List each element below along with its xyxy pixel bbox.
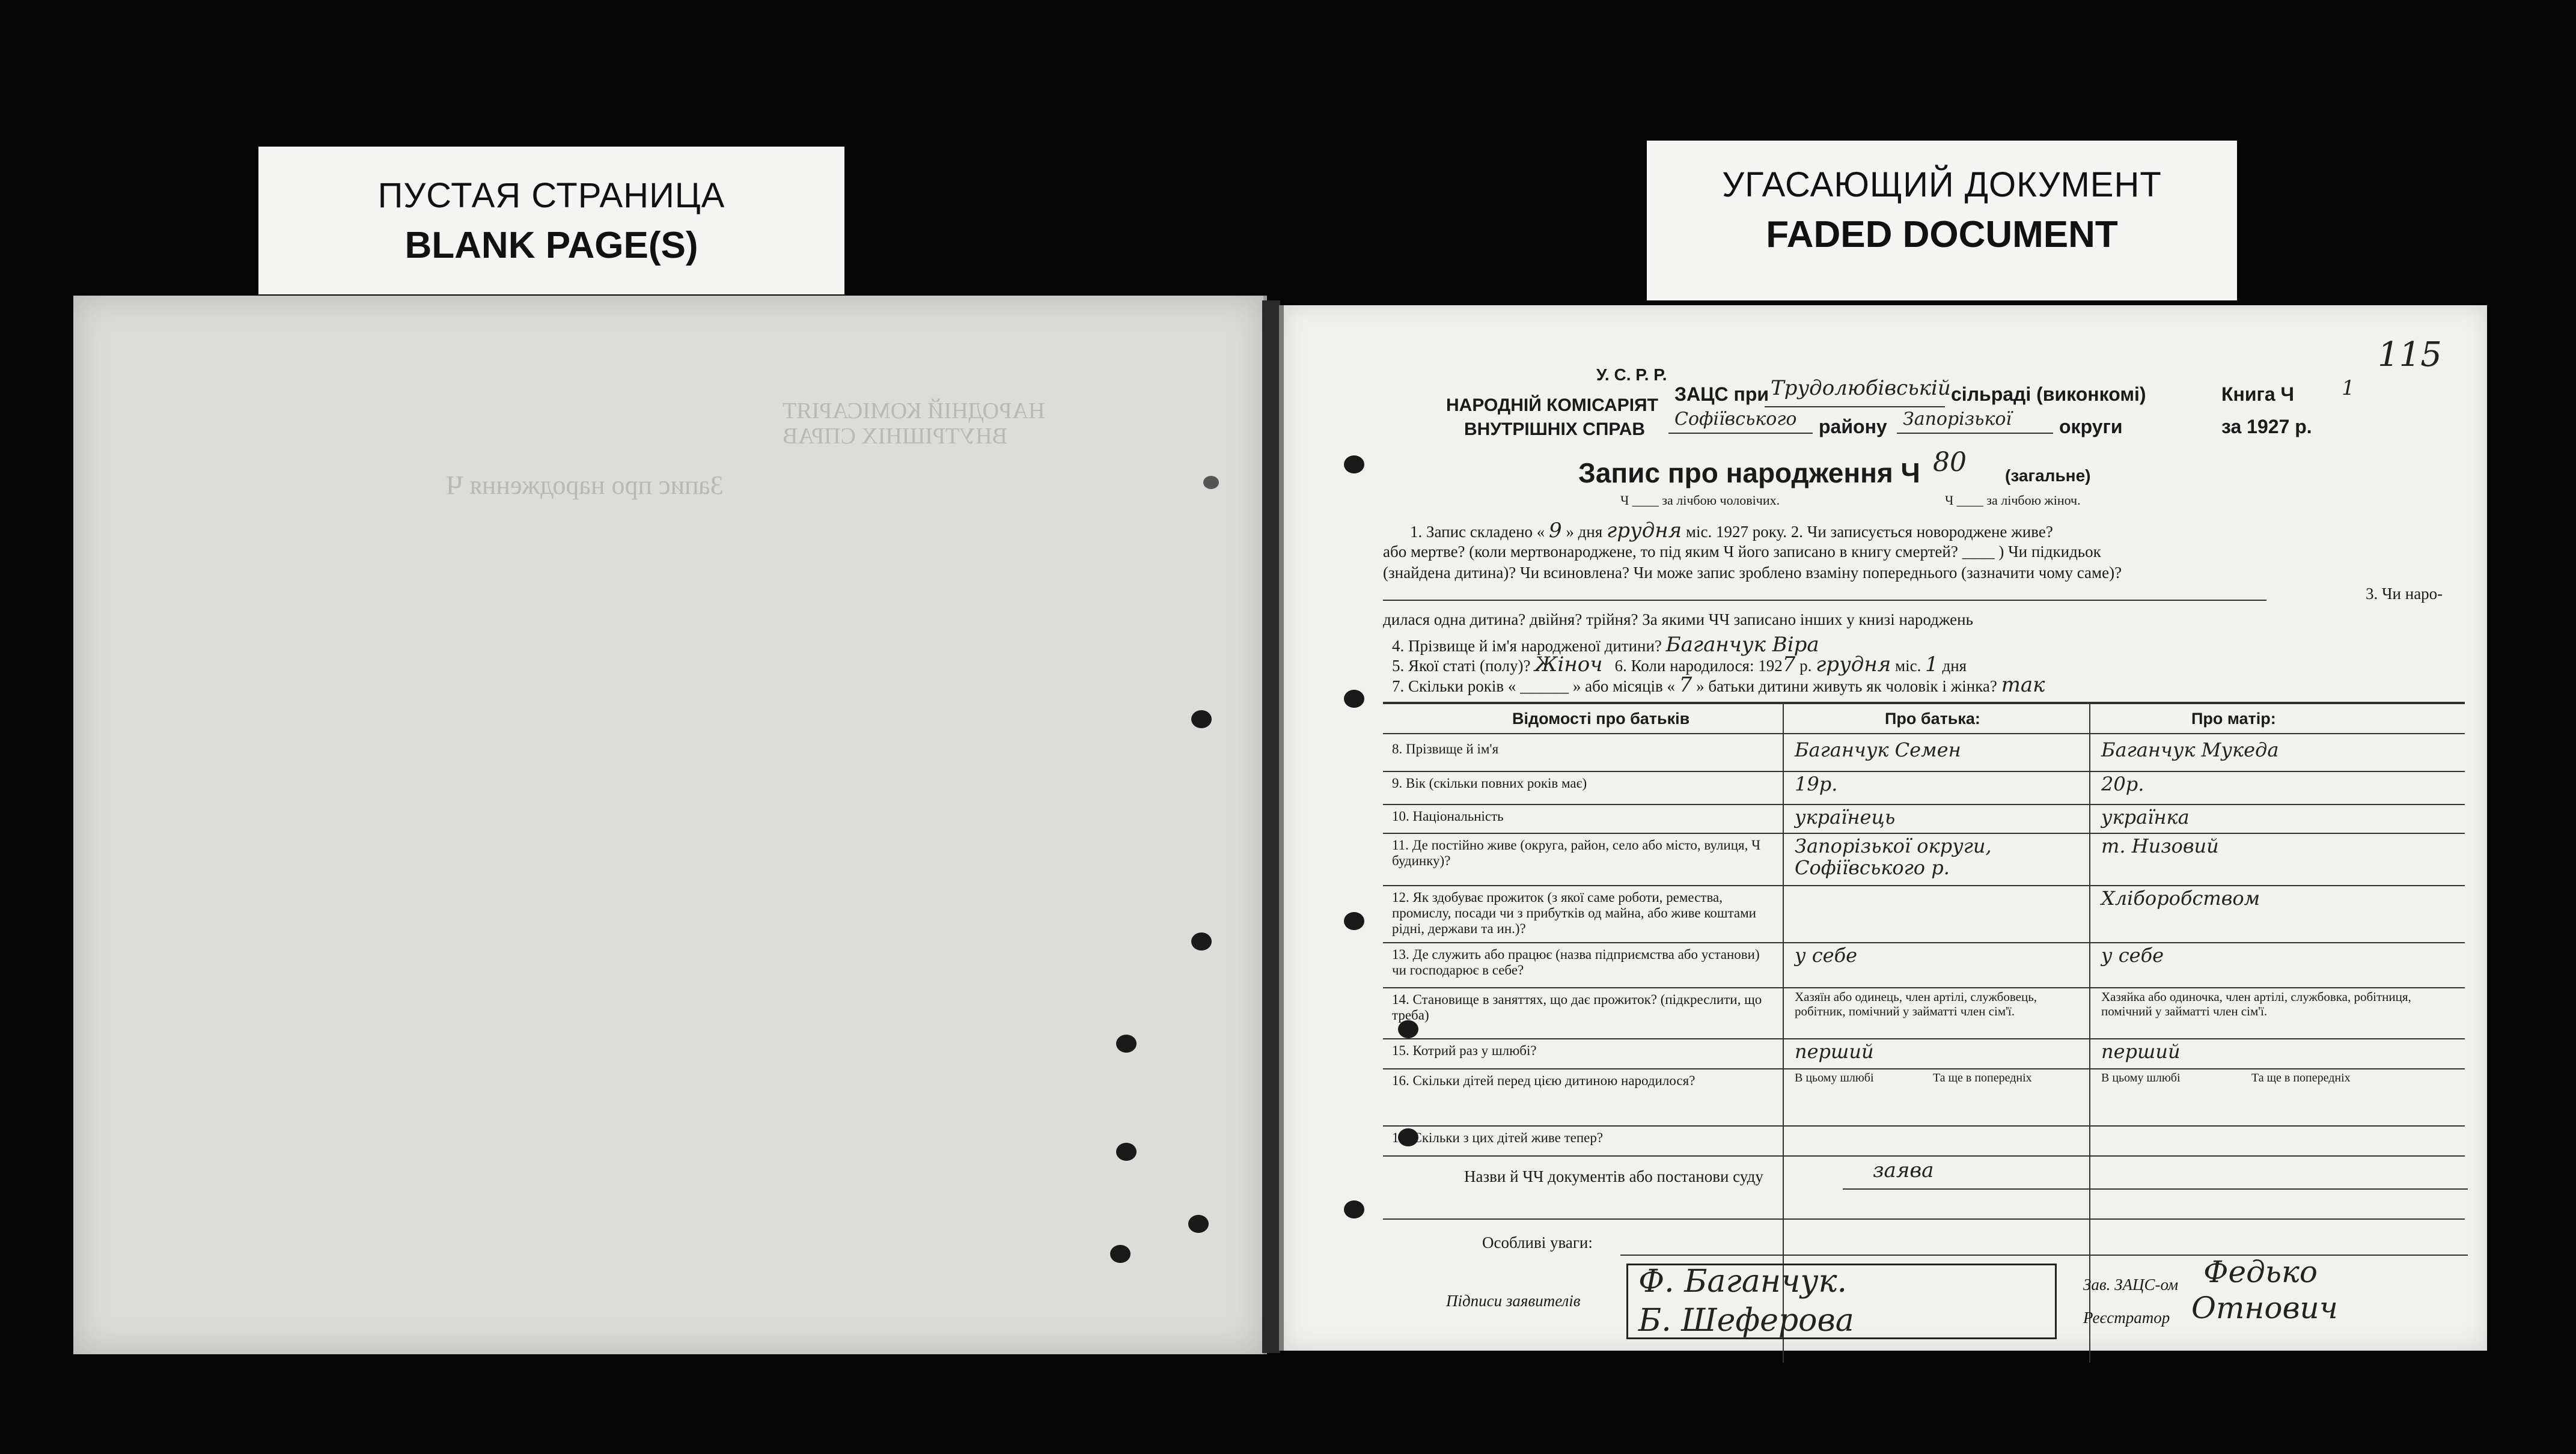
- table-subheader: Та ще в попередніх: [2251, 1071, 2351, 1084]
- punch-hole: [1191, 932, 1212, 951]
- zags-post: сільраді (виконкомі): [1951, 383, 2146, 405]
- table-row-mother: Хліборобством: [2101, 887, 2260, 910]
- signature-1: Ф. Баганчук.: [1638, 1264, 1848, 1300]
- table-row-father: Запорізької округи, Софіївського р.: [1795, 835, 1992, 879]
- female-count: Ч ____ за лічбою жіноч.: [1945, 493, 2081, 508]
- table-row-question: 8. Прізвище й ім'я: [1392, 741, 1499, 756]
- p8b: » або місяців «: [1572, 677, 1676, 695]
- table-subheader: В цьому шлюбі: [2101, 1071, 2181, 1084]
- punch-hole: [1188, 1215, 1209, 1233]
- village-name: Трудолюбівській: [1771, 376, 1951, 400]
- punch-hole: [1203, 476, 1219, 489]
- blank-page-en: BLANK PAGE(S): [404, 225, 698, 266]
- table-row-mother: українка: [2101, 806, 2190, 829]
- p7d: міс.: [1895, 657, 1921, 675]
- punch-hole: [1344, 455, 1364, 473]
- docs-value: заява: [1873, 1158, 1934, 1182]
- page-number: 115: [2378, 335, 2442, 374]
- ussr-label: У. С. Р. Р.: [1596, 365, 1667, 384]
- ghost-header-2: ВНУТРІШНІХ СПРАВ: [783, 424, 1007, 449]
- p8c: » батьки дитини живуть як чоловік і жінка?: [1696, 677, 1997, 695]
- child-name: Баганчук Віра: [1665, 633, 1819, 657]
- p6: 4. Прізвище й ім'я народженої дитини?: [1392, 637, 1662, 655]
- district-label: району: [1819, 416, 1887, 437]
- table-head-info: Відомості про батьків: [1512, 710, 1690, 728]
- table-row-question: 9. Вік (скільки повних років має): [1392, 776, 1587, 791]
- internal-affairs-label: ВНУТРІШНІХ СПРАВ: [1464, 419, 1646, 439]
- blank-page-ru: ПУСТАЯ СТРАНИЦА: [377, 176, 725, 215]
- table-row-mother: 20р.: [2101, 773, 2144, 795]
- p1-mid: » дня: [1566, 523, 1603, 541]
- table-row-question: 10. Національність: [1392, 809, 1504, 824]
- punch-hole: [1344, 912, 1364, 930]
- punch-hole: [1344, 690, 1364, 708]
- table-row-question: 17. Скільки з цих дітей живе тепер?: [1392, 1130, 1604, 1145]
- table-subheader: В цьому шлюбі: [1795, 1071, 1874, 1084]
- p4: 3. Чи наро-: [2366, 585, 2443, 603]
- table-head-father: Про батька:: [1885, 710, 1980, 728]
- registrar-signature: Отнович: [2191, 1291, 2338, 1325]
- blank-page-card: [258, 147, 844, 294]
- table-row-question: 12. Як здобуває прожиток (з якої саме роботи, ремества, промислу, посади чи з прибутків од майна, або живе коштами рідні, держави та ин.)?: [1392, 890, 1756, 936]
- p7c: р.: [1799, 657, 1812, 675]
- book-number: 1: [2342, 376, 2355, 400]
- p8: 7. Скільки років «: [1392, 677, 1516, 695]
- book-label: Книга Ч: [2221, 383, 2295, 405]
- table-row-question: 11. Де постійно живе (округа, район, село або місто, вулиця, Ч будинку)?: [1392, 838, 1761, 868]
- table-row-father: перший: [1795, 1040, 1874, 1063]
- p1-rest: міс. 1927 року. 2. Чи записується новороджене живе?: [1685, 523, 2053, 541]
- table-row-question: 16. Скільки дітей перед цією дитиною народилося?: [1392, 1073, 1695, 1088]
- faded-document-ru: УГАСАЮЩИЙ ДОКУМЕНТ: [1722, 165, 2162, 204]
- table-row-father: у себе: [1795, 944, 1858, 967]
- punch-hole: [1116, 1143, 1137, 1161]
- zags-pre: ЗАЦС при: [1674, 383, 1769, 405]
- p1-month: грудня: [1607, 519, 1682, 543]
- p1-day: 9: [1549, 519, 1562, 543]
- p3: (знайдена дитина)? Чи всиновлена? Чи може запис зроблено взаміну попереднього (зазначити чому саме)?: [1383, 564, 2122, 582]
- table-row-question: 14. Становище в заняттях, що дає прожиток? (підкреслити, що треба): [1392, 992, 1762, 1023]
- okruga-label: округи: [2059, 416, 2123, 437]
- table-row-mother: т. Низовий: [2101, 835, 2219, 857]
- birth-day: 1: [1925, 652, 1938, 677]
- birth-record-page: 115 У. С. Р. Р. НАРОДНІЙ КОМІСАРІЯТ ВНУТРІШНІХ СПРАВ ЗАЦС при Трудолюбівській сільраді (виконкомі) Книга Ч 1 Софіївського району Запорізької округи за 1927 р. Запис про народження Ч 80 (загальне) Ч ____ за лічбою чоловічих. Ч ____ за лічбою жіноч. 1. Запис складено « 9 » дня грудня міс. 1927 року. 2. Чи записується новороджене живе? або мертве? (коли мертвонароджене, то під яким Ч його записано в книгу смертей? ____ ) Чи підкидьок (знайдена дитина)? Чи всиновлена? Чи може запис зроблено взаміну попереднього (зазначити чому саме)? 3. Чи наро- дилася одна дитина? двійня? трійня? За якими ЧЧ записано інших у книзі народжень 4. Прізвище й ім'я народженої дитини? Баганчук Віра 5. Якої статі (полу)? Жіноч 6. Коли народилося: 1927 р. грудня міс. 1 дня 7. Скільки років « ______ » або місяців « 7 » батьки дитини живуть як чоловік і жінка? так Відомості про батьків Про батька: Про матір: 8. Прізвище й ім'я Баганчук Семен Баганчук Мукеда 9. Вік (скільки повних років має) 19р. 20р. 10. Національність українець українка 11. Де постійно живе (округа, район, село або місто, вулиця, Ч будинку)? Запорізької округи, Софіївського р. т. Низовий 12. Як здобуває прожиток (з якої саме роботи, ремества, промислу, посади чи з прибутків од майна, або живе коштами рідні, держави та ин.)? Хліборобством 13. Де служить або працює (назва підприємства або установи) чи господарює в себе? у себе у себе 14. Становище в заняттях, що дає прожиток? (підкреслити, що треба) Хазяїн або одинець, член артілі, службовець, робітник, помічний у займатті член сім'ї. Хазяйка або одиночка, член артілі, службовка, робітниця, помічний у займатті член сім'ї. 15. Котрий раз у шлюбі? перший перший 16. Скільки дітей перед цією дитиною народилося? 17. Скільки з цих дітей живе тепер? В цьому шлюбі Та ще в попередніх В цьому шлюбі Та ще в попередніх Назви й ЧЧ документів або постанови суду заява Особливі уваги: Підписи заявителів Ф. Баганчук. Б. Шеферова Зав. ЗАЦС-ом Федько Реєстратор Отнович: [1279, 305, 2487, 1351]
- district-name: Софіївського: [1674, 409, 1797, 430]
- registrar-label: Реєстратор: [2083, 1309, 2170, 1327]
- punch-hole: [1191, 710, 1212, 728]
- faded-document-card: [1647, 141, 2237, 300]
- title-suffix: (загальне): [2005, 466, 2091, 485]
- left-blank-page: [73, 296, 1267, 1354]
- male-count: Ч ____ за лічбою чоловічих.: [1620, 493, 1780, 508]
- commissariat-label: НАРОДНІЙ КОМІСАРІЯТ: [1446, 395, 1658, 415]
- table-row-father: Хазяїн або одинець, член артілі, службовець, робітник, помічний у займатті член сім'ї.: [1795, 990, 2037, 1018]
- ghost-title: Запис про народження Ч: [446, 470, 724, 500]
- punch-hole: [1110, 1245, 1131, 1263]
- table-row-question: 15. Котрий раз у шлюбі?: [1392, 1043, 1537, 1058]
- okruga-name: Запорізької: [1903, 409, 2012, 430]
- faded-document-en: FADED DOCUMENT: [1766, 214, 2118, 255]
- p7: 5. Якої статі (полу)?: [1392, 657, 1531, 675]
- docs-label: Назви й ЧЧ документів або постанови суду: [1464, 1167, 1763, 1185]
- p7e: дня: [1942, 657, 1967, 675]
- ghost-header-1: НАРОДНІЙ КОМІСАРІЯТ: [783, 398, 1045, 424]
- birth-year: 7: [1782, 652, 1796, 677]
- table-row-father: українець: [1795, 806, 1896, 829]
- table-row-mother: перший: [2101, 1040, 2181, 1063]
- table-row-mother: Хазяйка або одиночка, член артілі, службовка, робітниця, помічний у займатті член сім'ї.: [2101, 990, 2411, 1018]
- form-title: Запис про народження Ч: [1578, 457, 1920, 488]
- record-number: 80: [1933, 447, 1967, 478]
- p1: 1. Запис складено «: [1410, 523, 1545, 541]
- head-label: Зав. ЗАЦС-ом: [2083, 1276, 2179, 1294]
- year-label: за 1927 р.: [2221, 416, 2312, 437]
- sign-label: Підписи заявителів: [1446, 1292, 1581, 1310]
- married: так: [2001, 673, 2045, 697]
- table-head-mother: Про матір:: [2191, 710, 2276, 728]
- notes-label: Особливі уваги:: [1482, 1233, 1593, 1252]
- p7b: 6. Коли народилося: 192: [1614, 657, 1783, 675]
- punch-hole: [1344, 1200, 1364, 1218]
- months: 7: [1679, 673, 1692, 697]
- p5: дилася одна дитина? двійня? трійня? За якими ЧЧ записано інших у книзі народжень: [1383, 610, 1973, 628]
- birth-month: грудня: [1816, 652, 1891, 677]
- p2: або мертве? (коли мертвонароджене, то під яким Ч його записано в книгу смертей? ____ ) Чи підкидьок: [1383, 543, 2101, 561]
- table-row-mother: у себе: [2101, 944, 2164, 967]
- signature-2: Б. Шеферова: [1638, 1303, 1854, 1339]
- head-signature: Федько: [2203, 1255, 2318, 1289]
- child-sex: Жіноч: [1534, 652, 1603, 677]
- table-row-father: 19р.: [1795, 773, 1838, 795]
- table-subheader: Та ще в попередніх: [1933, 1071, 2032, 1084]
- table-row-question: 13. Де служить або працює (назва підприємства або установи) чи господарює в себе?: [1392, 947, 1760, 978]
- table-row-father: Баганчук Семен: [1795, 738, 1961, 761]
- book-spine: [1262, 300, 1280, 1353]
- table-row-mother: Баганчук Мукеда: [2101, 738, 2279, 761]
- punch-hole: [1116, 1035, 1137, 1053]
